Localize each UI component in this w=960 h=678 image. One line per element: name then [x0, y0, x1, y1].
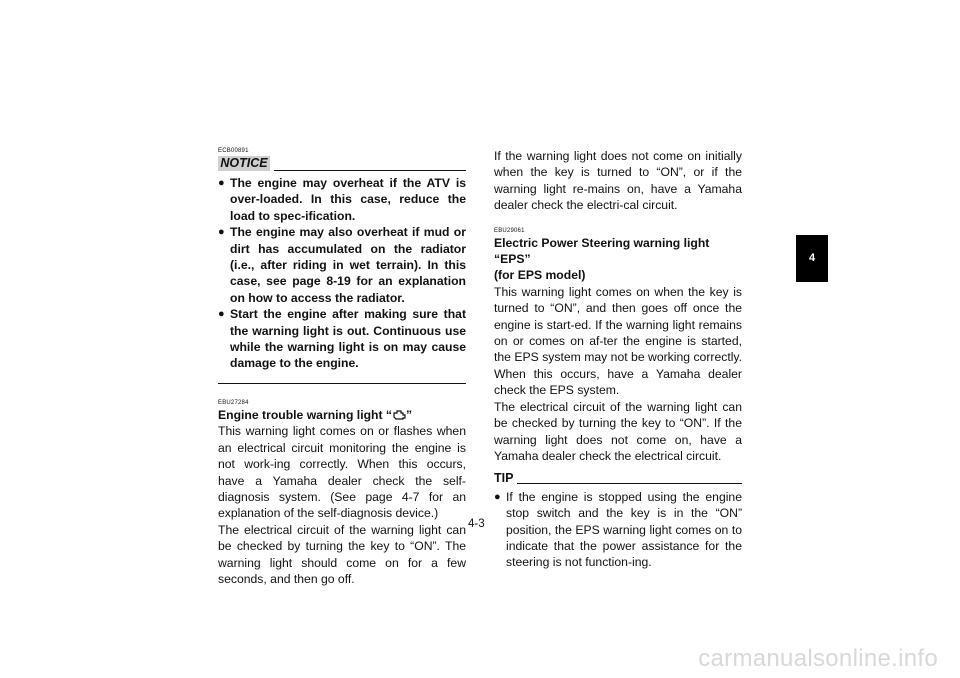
- bullet-icon: ●: [218, 177, 225, 189]
- section-heading: Electric Power Steering warning light “EPS”: [494, 235, 710, 267]
- paragraph: The electrical circuit of the warning light can be checked by turning the key to “ON”. The warning light should come on for a few seconds, and then go off.: [218, 522, 466, 586]
- paragraph: The electrical circuit of the warning light can be checked by turning the key to “ON”. If the warning light does not come on, have a Yamaha dealer check the electrical circuit.: [494, 399, 742, 463]
- notice-label: NOTICE: [218, 156, 270, 171]
- chapter-tab: 4: [796, 235, 828, 282]
- notice-rule: [274, 170, 466, 171]
- bullet-icon: ●: [494, 490, 501, 503]
- page-number: 4-3: [468, 518, 485, 530]
- notice-item: ● Start the engine after making sure that the warning light is out. Continuous use while the warning light is on may cause damage to the engine.: [218, 307, 466, 371]
- paragraph: This warning light comes on or flashes when an electrical circuit monitoring the engine is not work-ing correctly. When this occurs, have a Yamaha dealer check the self-diagnosis system. (See page 4-7 for an explanation of the self-diagnosis device.): [218, 424, 466, 521]
- intro-paragraph: If the warning light does not come on initially when the key is turned to “ON”, or if the warning light re-mains on, have a Yamaha dealer check the electri-cal circuit.: [494, 149, 742, 213]
- notice-item: ● The engine may overheat if the ATV is over-loaded. In this case, reduce the load to spec-ification.: [218, 176, 466, 223]
- paragraph: This warning light comes on when the key is turned to “ON”, and then goes off once the engine is start-ed. If the warning light remains on or comes on af-ter the engine is started, the EPS system may not be working correctly. When this occurs, have a Yamaha dealer check the EPS system.: [494, 284, 742, 398]
- notice-list: [218, 175, 466, 372]
- left-column: [218, 148, 466, 587]
- engine-check-icon: [392, 408, 406, 418]
- tip-rule: [517, 483, 742, 484]
- notice-header: [218, 156, 466, 173]
- section-heading: Engine trouble warning light “ ”: [218, 407, 413, 422]
- tip-label: TIP: [494, 471, 514, 486]
- watermark: carmanualsonline.info: [698, 645, 938, 672]
- bullet-icon: ●: [218, 308, 225, 321]
- tip-item: ● If the engine is stopped using the engine stop switch and the key is in the “ON” position, the EPS warning light comes on to indicate that the power assistance for the steering is not function-ing.: [494, 489, 742, 570]
- tip-header: [494, 470, 742, 486]
- tip-list: [494, 489, 742, 571]
- notice-item: ● The engine may also overheat if mud or dirt has accumulated on the radiator (i.e., after riding in wet terrain). In this case, see page 8-19 for an explanation on how to access the radiator.: [218, 225, 466, 305]
- section-subheading: (for EPS model): [494, 268, 586, 283]
- section-code: EBU29061: [494, 227, 525, 234]
- right-column: [494, 148, 742, 571]
- section-code: EBU27284: [218, 399, 249, 406]
- notice-code: ECB00891: [218, 148, 249, 154]
- bullet-icon: ●: [218, 226, 225, 239]
